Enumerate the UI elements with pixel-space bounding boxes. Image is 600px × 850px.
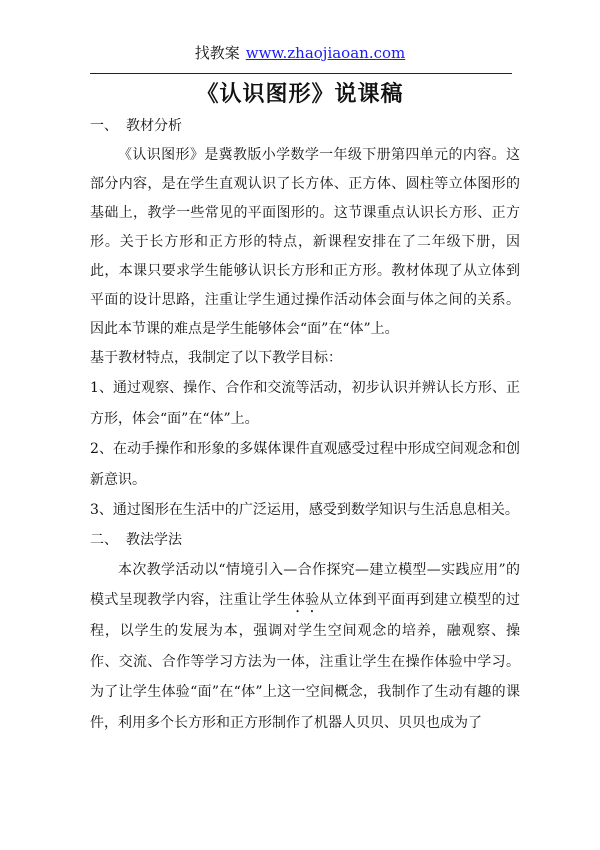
analysis-paragraph: 《认识图形》是冀教版小学数学一年级下册第四单元的内容。这部分内容，是在学生直观认识了长方体、正方体、圆柱等立体图形的基础上，教学一些常见的平面图形的。这节课重点认识长方形、正方形。关于长方形和正方形的特点，新课程安排在了二年级下册，因此，本课只要求学生能够认识长方形和正方形。教材体现了从立体到平面的设计思路，注重让学生通过操作活动体会面与体之间的关系。因此本节课的难点是学生能够体会“面”在“体”上。 <box>90 147 520 337</box>
site-name: 找教案 <box>194 44 240 62</box>
goal-item-2: 2、在动手操作和形象的多媒体课件直观感受过程中形成空间观念和创新意识。 <box>90 441 520 488</box>
section-title: 教法学法 <box>126 531 182 548</box>
goal-item-1: 1、通过观察、操作、合作和交流等活动，初步认识并辨认长方形、正方形，体会“面”在“体”上。 <box>90 380 520 427</box>
goal-item-3: 3、通过图形在生活中的广泛运用，感受到数学知识与生活息息相关。 <box>90 502 519 518</box>
methods-paragraph <box>90 555 520 739</box>
emphasized-word: 体验 <box>290 592 320 608</box>
methods-text-start: 本次教学活动以“情境引入—合作探究—建立模型—实践应用”的模式呈现教学内容，注重让学生 <box>90 561 520 608</box>
document-title: 《认识图形》说课稿 <box>196 82 404 107</box>
section-heading-methods <box>90 526 520 555</box>
methods-text-end: 从立体到平面再到建立模型的过程，以学生的发展为本，强调对学生空间观念的培养，融观察、操作、交流、合作等学习方法为一体，注重让学生在操作体验中学习。为了让学生体验“面”在“体”上这一空间概念，我制作了生动有趣的课件，利用多个长方形和正方形制作了机器人贝贝、贝贝也成为了 <box>90 592 521 731</box>
section-title: 教材分析 <box>126 118 182 134</box>
section-heading-analysis <box>90 112 520 141</box>
document-body <box>90 112 520 738</box>
header-divider <box>90 73 512 74</box>
page-header <box>0 44 600 62</box>
section-number: 二、 <box>90 531 118 548</box>
section-number: 一、 <box>90 118 118 134</box>
goals-intro: 基于教材特点，我制定了以下教学目标： <box>90 350 342 366</box>
site-url-link[interactable]: www.zhaojiaoan.com <box>245 44 406 62</box>
